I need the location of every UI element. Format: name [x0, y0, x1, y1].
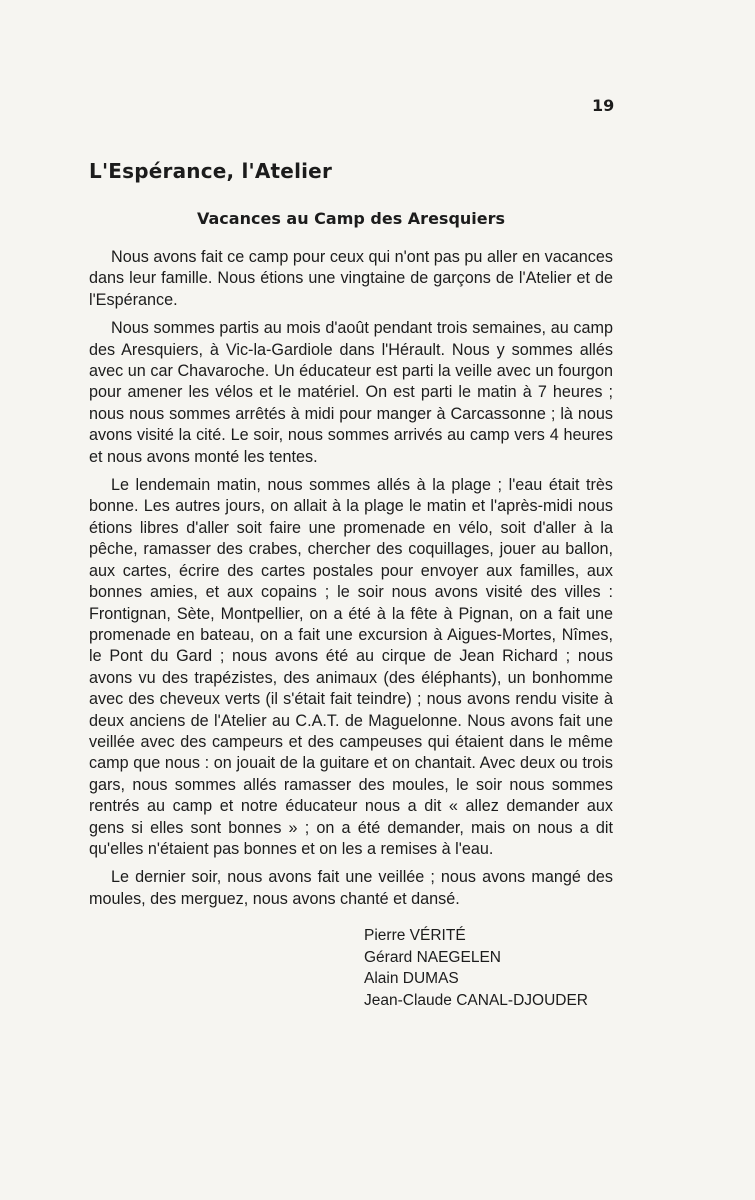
paragraph: Le lendemain matin, nous sommes allés à la plage ; l'eau était très bonne. Les autres jours, on allait à la plage le matin et l'après-midi nous étions libres d'aller soit faire une promenade en vélo, soit d'aller à la pêche, ramasser des crabes, chercher des coquillages, jouer au ballon, aux cartes, écrire des cartes postales pour envoyer aux familles, aux bonnes amies, et aux copains ; le soir nous avons visité des villes : Frontignan, Sète, Montpellier, on a été à la fête à Pignan, on a fait une promenade en bateau, on a fait une excursion à Aigues-Mortes, Nîmes, le Pont du Gard ; nous avons été au cirque de Jean Richard ; nous avons vu des trapézistes, des animaux (des éléphants), un bonhomme avec des cheveux verts (il s'était fait teindre) ; nous avons rendu visite à deux anciens de l'Atelier au C.A.T. de Maguelonne. Nous avons fait une veillée avec des campeurs et des campeuses qui étaient dans le même camp que nous : on jouait de la guitare et on chantait. Avec deux ou trois gars, nous sommes allés ramasser des moules, le soir nous sommes rentrés au camp et notre éducateur nous a dit « allez demander aux gens si elles sont bonnes » ; on a été demander, mais on nous a dit qu'elles n'étaient pas bonnes et on les a remises à l'eau. [89, 476, 613, 858]
signature-first-name: Jean-Claude [364, 991, 452, 1009]
paragraph: Nous sommes partis au mois d'août pendant trois semaines, au camp des Aresquiers, à Vic-la-Gardiole dans l'Hérault. Nous y sommes allés avec un car Chavaroche. Un éducateur est parti la veille avec un fourgon pour amener les vélos et le matériel. On est parti le matin à 7 heures ; nous nous sommes arrêtés à midi pour manger à Carcassonne ; là nous avons visité la cité. Le soir, nous sommes arrivés au camp vers 4 heures et nous avons monté les tentes. [89, 319, 613, 466]
article-body [89, 247, 613, 917]
signature-last-name: NAEGELEN [416, 948, 501, 966]
paragraph: Nous avons fait ce camp pour ceux qui n'ont pas pu aller en vacances dans leur famille. Nous étions une vingtaine de garçons de l'Atelier et de l'Espérance. [89, 248, 613, 309]
signature-first-name: Pierre [364, 927, 406, 944]
signature-last-name: VÉRITÉ [409, 927, 466, 944]
signature [364, 968, 588, 990]
article-subtitle: Vacances au Camp des Aresquiers [197, 209, 506, 228]
signature-last-name: DUMAS [402, 970, 459, 988]
signature-last-name: CANAL-DJOUDER [456, 991, 588, 1009]
page-number: 19 [592, 96, 615, 115]
signature [364, 925, 588, 947]
signature [364, 947, 588, 969]
paragraph: Le dernier soir, nous avons fait une veillée ; nous avons mangé des moules, des merguez, nous avons chanté et dansé. [89, 868, 613, 908]
article-title: L'Espérance, l'Atelier [89, 159, 333, 183]
signature-first-name: Gérard [364, 948, 413, 966]
signature-first-name: Alain [364, 970, 399, 988]
signature-block [364, 925, 588, 1011]
signature [364, 990, 588, 1012]
